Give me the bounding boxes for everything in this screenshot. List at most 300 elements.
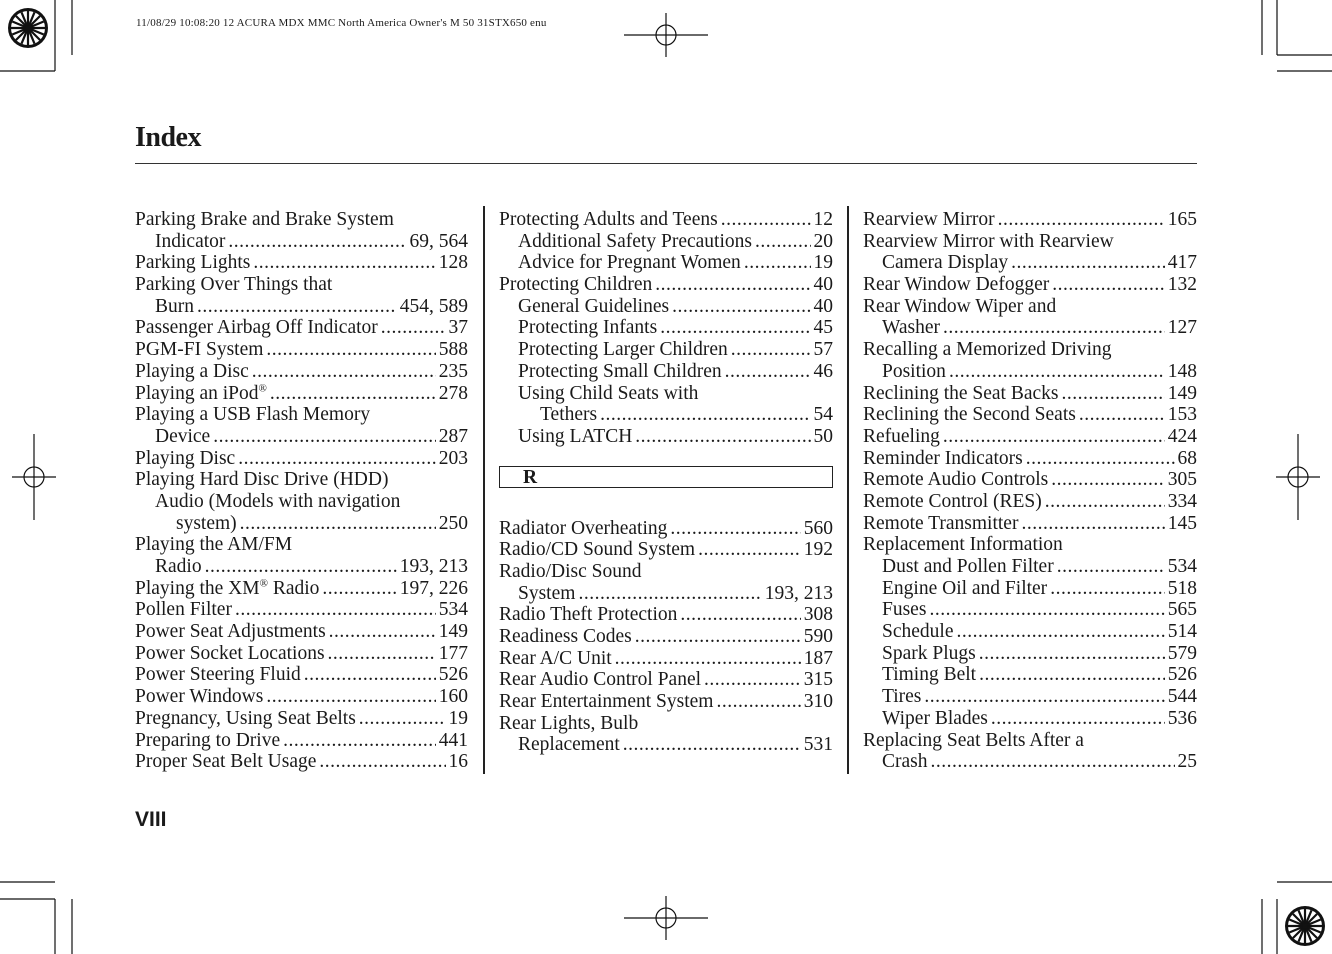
entry-text: Rear Audio Control Panel [499,669,702,691]
index-entry-page: 12 [813,209,833,230]
index-entry-label [882,664,976,686]
index-entry [135,448,468,470]
index-entry [863,209,1197,231]
entry-text: Preparing to Drive [135,729,281,751]
index-entry [135,751,468,773]
index-entry-page: 310 [803,691,833,713]
dot-leader [929,599,1164,621]
index-entry [499,583,833,605]
index-entry [863,686,1197,708]
entry-text: Replacement Information [863,534,1063,556]
dot-leader [721,209,811,231]
index-entry [135,513,468,535]
index-entry [863,599,1197,621]
index-entry-label [499,518,667,540]
dot-leader [670,518,800,540]
entry-text: Using LATCH [518,425,633,447]
index-entry [499,339,833,361]
index-entry-page: 19 [813,252,833,274]
dot-leader [213,426,436,448]
index-entry-label [155,296,194,318]
index-entry-label [882,361,946,383]
index-entry [135,426,468,448]
dot-leader [1062,383,1165,405]
entry-text: Audio (Models with navigation [155,490,401,512]
index-entry [135,556,468,578]
index-entry [135,383,468,405]
index-entry [863,426,1197,448]
dot-leader [672,296,810,318]
entry-text: Dust and Pollen Filter [882,556,1054,577]
entry-text: Playing Hard Disc Drive (HDD) [135,469,389,491]
index-entry-page: 46 [813,360,833,382]
index-entry [863,252,1197,274]
entry-text: Playing the XM [135,577,260,599]
index-entry [135,534,468,556]
index-entry [499,404,833,426]
index-entry-page: 45 [813,317,833,339]
index-entry [863,534,1197,556]
index-entry [499,317,833,339]
dot-leader [235,599,436,621]
dot-leader [1011,252,1165,274]
index-entry-page: 235 [438,360,468,382]
dot-leader [755,231,811,253]
index-entry-page: 417 [1167,252,1197,274]
index-entry [499,561,833,583]
index-entry-page: 177 [438,642,468,664]
index-entry-page: 424 [1167,425,1197,447]
entry-text: Timing Belt [882,664,977,686]
index-entry-label [863,209,995,231]
index-entry-page: 441 [438,729,468,751]
index-entry [863,361,1197,383]
index-entry-page: 588 [438,339,468,361]
index-entry-label [135,751,316,773]
index-column-1 [135,209,468,773]
index-entry [135,599,468,621]
index-entry [499,296,833,318]
entry-text: Protecting Infants [518,317,658,339]
entry-text: Refueling [863,425,940,447]
dot-leader [655,274,810,296]
index-entry [863,513,1197,535]
index-entry-label [863,730,1084,752]
index-entry-label [135,686,263,708]
entry-text: Radiator Overheating [499,517,668,539]
entry-text: Rearview Mirror with Rearview [863,230,1114,252]
entry-text: Rear Entertainment System [499,691,714,713]
entry-text: Radio [155,556,202,577]
entry-text: Protecting Children [499,274,653,296]
index-entry [499,669,833,691]
index-entry [135,621,468,643]
index-entry [499,361,833,383]
index-entry [499,648,833,670]
index-entry-label [176,513,237,535]
dot-leader [283,730,436,752]
index-entry [135,491,468,513]
index-entry-page: 536 [1167,707,1197,729]
index-entry-page: 531 [803,734,833,756]
index-entry-label [882,252,1008,274]
entry-text: Protecting Small Children [518,360,722,382]
index-entry-page: 514 [1167,621,1197,643]
index-entry-label [882,686,921,708]
index-entry-label [863,296,1056,318]
index-entry-label [155,231,225,253]
index-entry [135,317,468,339]
index-entry [135,578,468,600]
entry-text: Readiness Codes [499,626,632,647]
index-column-3 [863,209,1197,773]
dot-leader [615,648,801,670]
index-entry [499,383,833,405]
index-entry [863,317,1197,339]
index-entry [135,252,468,274]
page-number: VIII [135,808,167,831]
registered-mark: ® [258,382,267,394]
index-entry-page: 128 [438,252,468,274]
index-entry [863,751,1197,773]
entry-text: Schedule [882,621,954,643]
entry-text: Pregnancy, Using Seat Belts [135,707,356,729]
dot-leader [270,383,436,405]
index-entry-label [499,691,713,713]
dot-leader [1079,404,1165,426]
index-entry [863,643,1197,665]
section-heading-r: R [499,466,833,488]
index-entry-page: 148 [1167,360,1197,382]
dot-leader [238,448,436,470]
index-entry-page: 145 [1167,512,1197,534]
index-column-2 [499,209,833,756]
index-entry-label [882,643,976,665]
index-entry-label [155,426,210,448]
index-entry [863,469,1197,491]
index-entry [499,604,833,626]
index-entry [863,448,1197,470]
index-entry-label [155,556,202,578]
entry-text: Burn [155,295,194,317]
entry-text: General Guidelines [518,295,670,317]
index-entry [135,708,468,730]
index-entry [499,691,833,713]
index-entry [499,518,833,540]
index-entry-page: 187 [803,647,833,669]
entry-text: Passenger Airbag Off Indicator [135,317,378,339]
column-2-entries [499,209,833,448]
index-entry-label [499,209,718,231]
index-entry-label [518,361,722,383]
index-entry-page: 40 [813,295,833,317]
index-entry-page: 69, 564 [409,230,468,252]
entry-text: Reclining the Seat Backs [863,382,1059,404]
entry-text: Reminder Indicators [863,447,1023,469]
index-entry-label [135,599,232,621]
dot-leader [253,252,435,274]
index-entry-label [135,730,280,752]
index-entry-page: 19 [448,707,468,729]
index-entry [135,469,468,491]
index-entry-label [518,231,752,253]
index-entry [135,404,468,426]
entry-text: Rear Lights, Bulb [499,712,639,734]
index-entry [863,274,1197,296]
entry-text: Radio Theft Protection [499,604,678,626]
dot-leader [924,686,1164,708]
dot-leader [381,317,446,339]
entry-text: system) [176,512,237,534]
index-entry-label [135,578,319,600]
entry-text: Playing Disc [135,447,236,469]
index-entry [135,231,468,253]
dot-leader [943,426,1165,448]
index-entry-label [518,317,657,339]
entry-text: PGM-FI System [135,339,264,361]
index-entry-page: 193, 213 [399,556,468,577]
entry-text: Power Windows [135,686,264,708]
dot-leader [716,691,800,713]
index-entry [863,231,1197,253]
index-entry-label [135,708,356,730]
index-entry-page: 590 [803,626,833,647]
index-entry [499,231,833,253]
dot-leader [266,339,435,361]
entry-text: Tethers [540,404,598,426]
index-entry [135,274,468,296]
dot-leader [931,751,1175,773]
index-entry-page: 68 [1177,447,1197,469]
entry-text: Parking Lights [135,252,251,274]
index-entry-page: 192 [803,539,833,561]
index-entry-label [863,426,940,448]
index-entry-label [499,626,632,648]
index-entry-label [863,274,1049,296]
dot-leader [680,604,800,626]
index-entry-page: 315 [803,669,833,691]
index-entry [499,209,833,231]
entry-text: Washer [882,317,940,339]
dot-leader [322,578,396,600]
index-entry [863,730,1197,752]
index-entry-page: 132 [1167,274,1197,296]
entry-text: Crash [882,751,928,773]
dot-leader [698,539,801,561]
entry-text: Playing an iPod [135,382,259,404]
index-entry-label [863,491,1042,513]
entry-text: Power Socket Locations [135,642,325,664]
index-entry-label [518,252,741,274]
index-entry-label [155,491,400,513]
entry-text: Remote Audio Controls [863,469,1049,491]
dot-leader [1045,491,1165,513]
index-entry-page: 57 [813,339,833,361]
index-entry-label [499,669,701,691]
index-entry-label [882,708,988,730]
index-entry-label [882,556,1054,578]
index-entry-page: 287 [438,425,468,447]
entry-text: Parking Brake and Brake System [135,209,394,230]
dot-leader [635,426,810,448]
print-slug: 11/08/29 10:08:20 12 ACURA MDX MMC North America Owner's M 50 31STX650 enu [136,17,547,29]
entry-text: Protecting Larger Children [518,339,728,361]
index-entry-label [135,317,378,339]
dot-leader [205,556,397,578]
dot-leader [304,664,436,686]
index-entry-label [135,534,292,556]
index-entry [135,339,468,361]
index-entry-page: 203 [438,447,468,469]
index-entry [499,713,833,735]
dot-leader [956,621,1164,643]
index-entry-page: 534 [1167,556,1197,577]
index-entry-label [882,578,1047,600]
entry-text: Indicator [155,230,226,252]
dot-leader [1021,513,1164,535]
entry-text: Parking Over Things that [135,274,333,296]
index-entry-label [518,296,669,318]
index-entry [135,730,468,752]
index-entry-page: 278 [438,382,468,404]
index-entry [135,361,468,383]
index-entry-page: 20 [813,230,833,252]
dot-leader [228,231,406,253]
index-entry-label [882,317,940,339]
entry-text: Replacement [518,734,620,756]
index-entry [863,296,1197,318]
index-entry-page: 54 [813,404,833,426]
index-entry-label [882,751,928,773]
index-entry [863,491,1197,513]
index-entry-label [499,561,641,583]
index-entry [135,643,468,665]
entry-text: Camera Display [882,252,1009,274]
index-entry [499,426,833,448]
index-entry-page: 334 [1167,490,1197,512]
index-entry-label [882,599,926,621]
dot-leader [328,643,436,665]
index-entry-label [499,713,638,735]
entry-text: Rear A/C Unit [499,647,612,669]
dot-leader [240,513,436,535]
index-entry-label [863,469,1048,491]
dot-leader [329,621,436,643]
dot-leader [197,296,397,318]
index-entry-page: 127 [1167,317,1197,339]
index-entry [863,556,1197,578]
index-entry-label [863,383,1059,405]
index-entry-label [135,469,388,491]
dot-leader [991,708,1165,730]
index-entry-label [135,252,250,274]
dot-leader [578,583,761,605]
index-entry-page: 544 [1167,686,1197,708]
index-entry-page: 518 [1167,577,1197,599]
dot-leader [1026,448,1175,470]
dot-leader [998,209,1165,231]
dot-leader [1057,556,1165,578]
index-entry-label [135,274,332,296]
entry-text: Rearview Mirror [863,209,995,230]
index-entry [863,383,1197,405]
dot-leader [319,751,445,773]
entry-text: Playing a Disc [135,360,249,382]
registered-mark: ® [259,577,268,590]
index-entry-page: 25 [1177,751,1197,773]
index-entry [863,664,1197,686]
index-entry-label [135,643,325,665]
entry-text: Position [882,360,946,382]
index-entry-page: 526 [438,664,468,686]
index-entry-page: 308 [803,604,833,626]
index-entry-label [135,361,249,383]
index-entry-label [135,383,267,405]
index-entry-label [135,404,370,426]
entry-text: Spark Plugs [882,642,976,664]
index-entry [863,708,1197,730]
index-entry [499,734,833,756]
dot-leader [704,669,801,691]
index-entry-label [863,339,1112,361]
index-entry-page: 193, 213 [764,582,833,604]
entry-text: Proper Seat Belt Usage [135,751,317,773]
entry-text: Protecting Adults and Teens [499,209,718,230]
index-entry-label [135,621,326,643]
index-entry [499,274,833,296]
index-entry [863,339,1197,361]
index-entry-page: 50 [813,425,833,447]
dot-leader [731,339,811,361]
index-entry [863,578,1197,600]
entry-text: System [518,582,576,604]
index-entry-page: 526 [1167,664,1197,686]
index-entry-page: 149 [1167,382,1197,404]
index-entry-label [499,274,652,296]
index-entry-label [863,231,1114,253]
dot-leader [660,317,810,339]
column-divider [847,206,849,774]
index-entry-label [135,664,301,686]
index-entry [499,626,833,648]
column-divider [483,206,485,774]
index-entry-page: 40 [813,274,833,296]
index-entry-page: 160 [438,686,468,708]
index-entry-page: 305 [1167,469,1197,491]
dot-leader [1051,469,1165,491]
header-rule [135,163,1197,164]
index-entry-page: 579 [1167,642,1197,664]
entry-text: Playing the AM/FM [135,534,293,556]
entry-text: Rear Window Defogger [863,274,1050,296]
entry-text-suffix: Radio [267,577,320,599]
entry-text: Rear Window Wiper and [863,295,1057,317]
dot-leader [744,252,811,274]
index-entry [135,664,468,686]
index-entry-label [863,404,1076,426]
entry-text: Advice for Pregnant Women [518,252,741,274]
entry-text: Playing a USB Flash Memory [135,404,371,426]
dot-leader [252,361,436,383]
index-entry [135,209,468,231]
dot-leader [943,317,1165,339]
index-entry-page: 153 [1167,404,1197,426]
index-entry-label [135,448,235,470]
dot-leader [1052,274,1165,296]
index-entry-label [518,339,728,361]
index-entry-page: 250 [438,512,468,534]
dot-leader [635,626,801,648]
